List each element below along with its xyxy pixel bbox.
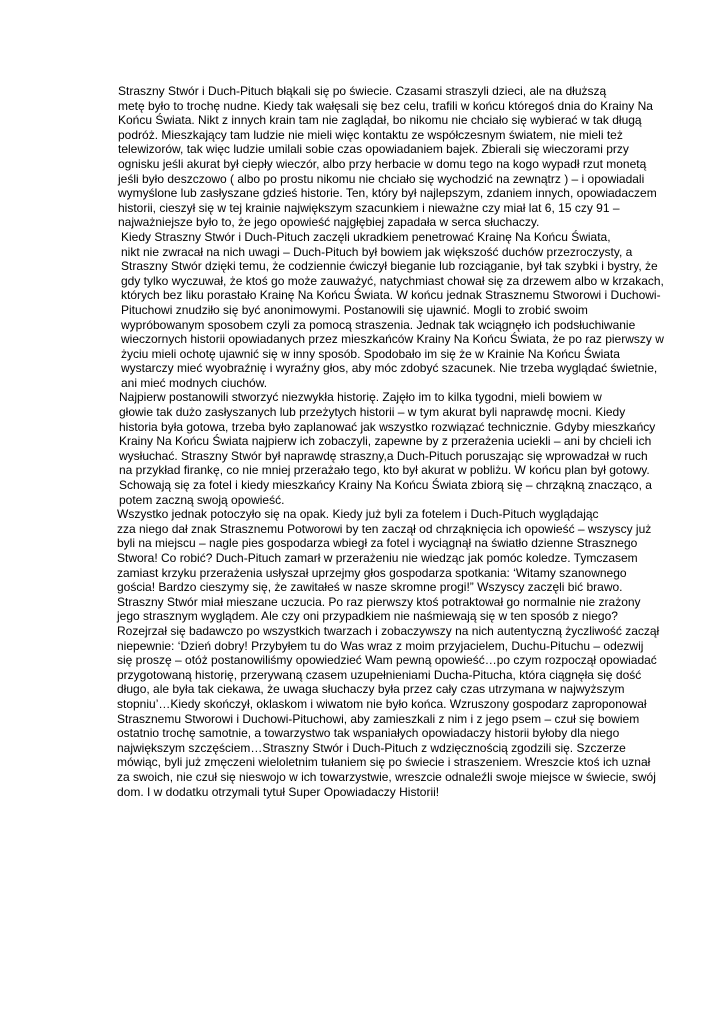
text-line: gdy tylko wyczuwał, że ktoś go może zauważyć, natychmiast chował się za drzewem albo w krzakach, bbox=[121, 273, 664, 288]
text-line: Krainy Na Końcu Świata najpierw ich zobaczyli, zapewne by z przerażenia uciekli – ani by chcieli ich bbox=[119, 434, 652, 449]
text-line: się proszę – otóż postanowiliśmy opowiedzieć Wam pewną opowieść…po czym rozpoczął opowiadać bbox=[117, 653, 657, 668]
text-line: Rozejrzał się badawczo po wszystkich twarzach i zobaczywszy na nich autentyczną życzliwość zaczął bbox=[117, 623, 660, 638]
paragraph-2 bbox=[88, 229, 664, 391]
text-line: długo, ale była tak ciekawa, że uwaga słuchaczy była przez cały czas utrzymana w najwyższym bbox=[117, 682, 625, 697]
text-line: największym szczęściem…Straszny Stwór i Duch-Pituch z wdzięcznością zgodzili się. Szczerze bbox=[117, 740, 626, 755]
text-line: dom. I w dodatku otrzymali tytuł Super Opowiadaczy Historii! bbox=[117, 784, 440, 799]
text-line: przygotowaną historię, przerywaną czasem uzupełnieniami Ducha-Pitucha, która ciągnęła się dość bbox=[117, 667, 642, 682]
text-line: wystarczy mieć wyobraźnię i wyraźny głos, aby móc zdobyć szacunek. Nie trzeba wyglądać świetnie, bbox=[121, 361, 658, 376]
text-line: potem zaczną swoją opowieść. bbox=[119, 492, 285, 507]
text-line: Wszystko jednak potoczyło się na opak. Kiedy już byli za fotelem i Duch-Pituch wyglądając bbox=[117, 507, 599, 522]
text-line: ognisku jeśli akurat był ciepły wieczór, albo przy herbacie w domu tego na kogo wypadł rzut monetą bbox=[118, 156, 647, 171]
text-line: historii, cieszył się w tej krainie największym szacunkiem i nieważne czy miał lat 6, 15 czy 91 – bbox=[118, 200, 620, 215]
text-line: Straszny Stwór dzięki temu, że codziennie ćwiczył bieganie lub rozciąganie, był tak szybki i bystry, że bbox=[121, 259, 658, 274]
text-line: historia była gotowa, trzeba było zaplanować jak wszystko rozwiązać technicznie. Gdyby mieszkańcy bbox=[119, 419, 656, 434]
text-line: których bez liku porastało Krainę Na Końcu Świata. W końcu jednak Strasznemu Stworowi i Duchowi- bbox=[121, 288, 661, 303]
text-line: wypróbowanym sposobem czyli za pomocą straszenia. Jednak tak wciągnęło ich podsłuchiwanie bbox=[121, 317, 636, 332]
text-line: Strasznemu Stworowi i Duchowi-Pituchowi, aby zamieszkali z nim i z jego psem – czuł się bowiem bbox=[117, 711, 640, 726]
text-line: gościa! Bardzo cieszymy się, że zawitałeś w nasze skromne progi!” Wszyscy zaczęli bić brawo. bbox=[117, 580, 623, 595]
text-line: najważniejsze było to, że jego opowieść najgłębiej zapadała w serca słuchaczy. bbox=[118, 215, 540, 230]
text-line: jeśli było deszczowo ( albo po prostu nikomu nie chciało się wychodzić na zewnątrz ) – i opowiadali bbox=[118, 171, 645, 186]
paragraph-1 bbox=[88, 84, 657, 230]
text-line: Schowają się za fotel i kiedy mieszkańcy Krainy Na Końcu Świata zbiorą się – chrząkną znacząco, a bbox=[119, 478, 652, 493]
text-line: ostatnio trochę samotnie, a towarzystwo tak wspaniałych opowiadaczy historii byłoby dla niego bbox=[117, 726, 620, 741]
text-line: mówiąc, byli już zmęczeni wieloletnim tułaniem się po świecie i straszeniem. Wreszcie ktoś ich uznał bbox=[117, 755, 651, 770]
text-line: Najpierw postanowili stworzyć niezwykła historię. Zajęło im to kilka tygodni, mieli bowiem w bbox=[119, 390, 602, 405]
text-line: nikt nie zwracał na nich uwagi – Duch-Pituch był bowiem jak większość duchów przezroczysty, a bbox=[121, 244, 633, 259]
text-line: Kiedy Straszny Stwór i Duch-Pituch zaczęli ukradkiem penetrować Krainę Na Końcu Świata, bbox=[121, 229, 611, 244]
text-line: za swoich, nie czuł się nieswojo w ich towarzystwie, wreszcie odnaleźli swoje miejsce w świecie, swój bbox=[117, 769, 656, 784]
text-line: niepewnie: ‘Dzień dobry! Przybyłem tu do Was wraz z moim przyjacielem, Duchu-Pituchu – odezwij bbox=[117, 638, 644, 653]
text-line: wieczornych historii opowiadanych przez mieszkańców Krainy Na Końcu Świata, że po raz pierwszy w bbox=[121, 332, 664, 347]
text-line: stopniu’…Kiedy skończył, oklaskom i wiwatom nie było końca. Wzruszony gospodarz zaproponował bbox=[117, 696, 647, 711]
document-page bbox=[88, 84, 664, 799]
text-line: głowie tak dużo zasłyszanych lub przeżytych historii – w tym akurat byli naprawdę mocni. Kiedy bbox=[119, 405, 626, 420]
text-line: zamiast krzyku przerażenia usłyszał uprzejmy głos gospodarza spotkania: ‘Witamy szanownego bbox=[117, 565, 627, 580]
text-line: ani mieć modnych ciuchów. bbox=[121, 375, 268, 390]
text-line: Straszny Stwór i Duch-Pituch błąkali się po świecie. Czasami straszyli dzieci, ale na dłuższą bbox=[118, 84, 607, 98]
paragraph-3 bbox=[88, 390, 656, 507]
text-line: zza niego dał znak Strasznemu Potworowi by ten zaczął od chrząknięcia ich opowieść – wszyscy już bbox=[117, 521, 652, 536]
text-line: telewizorów, tak więc ludzie umilali sobie czas opowiadaniem bajek. Zbierali się wieczorami przy bbox=[118, 142, 629, 157]
text-line: na przykład firankę, co nie mniej przerażało tego, kto był akurat w pobliżu. W końcu plan był gotowy. bbox=[119, 463, 650, 478]
paragraph-4 bbox=[88, 507, 660, 799]
text-line: Stwora! Co robić? Duch-Pituch zamarł w przerażeniu nie wiedząc jak pomóc koledze. Tymczasem bbox=[117, 551, 638, 565]
text-line: Końcu Świata. Nikt z innych krain tam nie zaglądał, bo nikomu nie chciało się wybierać w tak długą bbox=[118, 113, 642, 128]
text-line: metę było to trochę nudne. Kiedy tak wałęsali się bez celu, trafili w końcu któregoś dnia do Krainy Na bbox=[118, 98, 653, 113]
text-line: Straszny Stwór miał mieszane uczucia. Po raz pierwszy ktoś potraktował go normalnie nie zrażony bbox=[117, 594, 641, 609]
text-line: jego strasznym wyglądem. Ale czy oni przypadkiem nie naśmiewają się w ten sposób z niego? bbox=[117, 609, 618, 624]
text-line: wymyślone lub zasłyszane gdzieś historie. Ten, który był najlepszym, zdaniem innych, opowiadaczem bbox=[118, 186, 657, 201]
text-line: byli na miejscu – nagle pies gospodarza wbiegł za fotel i wyciągnął na światło dzienne Strasznego bbox=[117, 536, 638, 551]
text-line: Pituchowi znudziło się być anonimowymi. Postanowili się ujawnić. Mogli to zrobić swoim bbox=[121, 302, 588, 317]
text-line: wysłuchać. Straszny Stwór był naprawdę straszny,a Duch-Pituch poruszając się wprowadzał w ruch bbox=[119, 448, 648, 463]
text-line: życiu mieli ochotę ujawnić się w inny sposób. Spodobało im się że w Krainie Na Końcu Świata bbox=[121, 346, 620, 361]
text-line: podróż. Mieszkający tam ludzie nie mieli więc kontaktu ze współczesnym światem, nie mieli też bbox=[118, 127, 623, 142]
